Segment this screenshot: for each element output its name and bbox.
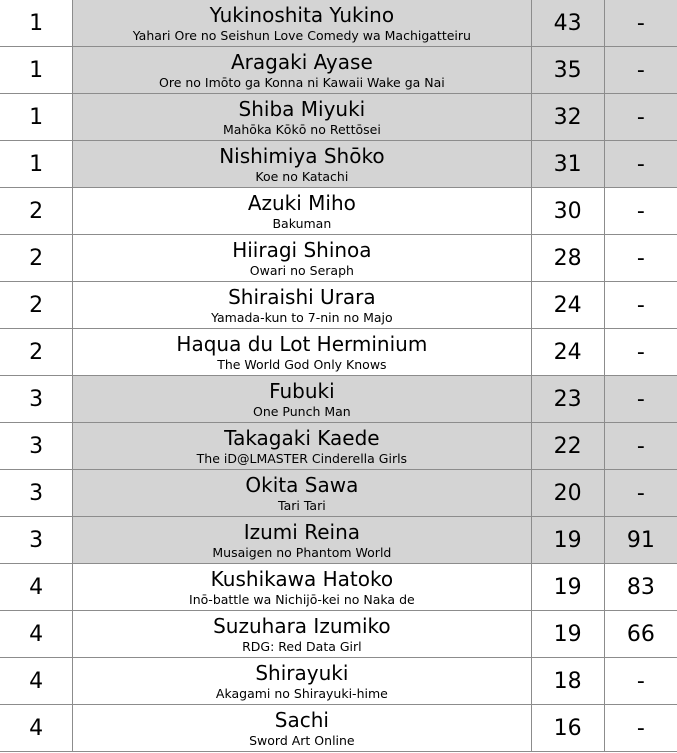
table-row bbox=[0, 423, 677, 470]
character-name: Takagaki Kaede bbox=[224, 425, 380, 450]
score-cell: 32 bbox=[531, 94, 604, 141]
series-title: Owari no Seraph bbox=[249, 262, 354, 278]
group-number-cell: 1 bbox=[0, 94, 73, 141]
series-title: RDG: Red Data Girl bbox=[242, 638, 362, 654]
character-name: Hiiragi Shinoa bbox=[232, 237, 372, 262]
table-row bbox=[0, 470, 677, 517]
extra-score-cell: 83 bbox=[604, 564, 677, 611]
series-title: Yahari Ore no Seishun Love Comedy wa Machigatteiru bbox=[132, 27, 471, 43]
table-row bbox=[0, 141, 677, 188]
extra-score-cell: - bbox=[604, 47, 677, 94]
extra-score-cell: - bbox=[604, 329, 677, 376]
character-cell bbox=[73, 705, 531, 752]
table-row bbox=[0, 0, 677, 47]
score-cell: 30 bbox=[531, 188, 604, 235]
character-name: Yukinoshita Yukino bbox=[209, 2, 395, 27]
score-cell: 19 bbox=[531, 564, 604, 611]
score-cell: 24 bbox=[531, 282, 604, 329]
character-name: Shiba Miyuki bbox=[238, 96, 366, 121]
character-cell bbox=[73, 0, 531, 47]
table-row bbox=[0, 47, 677, 94]
character-name: Azuki Miho bbox=[247, 190, 356, 215]
series-title: Yamada-kun to 7-nin no Majo bbox=[211, 309, 393, 325]
score-cell: 31 bbox=[531, 141, 604, 188]
extra-score-cell: - bbox=[604, 188, 677, 235]
character-name: Okita Sawa bbox=[245, 472, 359, 497]
character-name: Shirayuki bbox=[255, 660, 349, 685]
group-number-cell: 3 bbox=[0, 470, 73, 517]
table-row bbox=[0, 517, 677, 564]
table-row bbox=[0, 94, 677, 141]
group-number-cell: 1 bbox=[0, 0, 73, 47]
extra-score-cell: 66 bbox=[604, 611, 677, 658]
series-title: Sword Art Online bbox=[249, 732, 355, 748]
character-cell bbox=[73, 188, 531, 235]
character-cell bbox=[73, 329, 531, 376]
extra-score-cell: - bbox=[604, 141, 677, 188]
extra-score-cell: - bbox=[604, 658, 677, 705]
extra-score-cell: - bbox=[604, 376, 677, 423]
extra-score-cell: - bbox=[604, 423, 677, 470]
series-title: Bakuman bbox=[272, 215, 332, 231]
group-number-cell: 3 bbox=[0, 517, 73, 564]
character-name: Fubuki bbox=[269, 378, 335, 403]
character-cell bbox=[73, 282, 531, 329]
score-cell: 35 bbox=[531, 47, 604, 94]
character-name: Nishimiya Shōko bbox=[219, 143, 385, 168]
extra-score-cell: - bbox=[604, 705, 677, 752]
character-cell bbox=[73, 564, 531, 611]
character-cell bbox=[73, 235, 531, 282]
score-cell: 22 bbox=[531, 423, 604, 470]
group-number-cell: 4 bbox=[0, 705, 73, 752]
table-row bbox=[0, 705, 677, 752]
character-cell bbox=[73, 47, 531, 94]
character-cell bbox=[73, 94, 531, 141]
score-cell: 23 bbox=[531, 376, 604, 423]
group-number-cell: 4 bbox=[0, 611, 73, 658]
score-cell: 43 bbox=[531, 0, 604, 47]
series-title: One Punch Man bbox=[253, 403, 351, 419]
score-cell: 16 bbox=[531, 705, 604, 752]
table-row bbox=[0, 329, 677, 376]
score-cell: 24 bbox=[531, 329, 604, 376]
extra-score-cell: - bbox=[604, 235, 677, 282]
character-name: Suzuhara Izumiko bbox=[213, 613, 391, 638]
group-number-cell: 2 bbox=[0, 235, 73, 282]
character-cell bbox=[73, 517, 531, 564]
series-title: Ore no Imōto ga Konna ni Kawaii Wake ga Nai bbox=[159, 74, 445, 90]
score-cell: 20 bbox=[531, 470, 604, 517]
character-cell bbox=[73, 423, 531, 470]
character-cell bbox=[73, 658, 531, 705]
score-cell: 18 bbox=[531, 658, 604, 705]
score-cell: 28 bbox=[531, 235, 604, 282]
series-title: Koe no Katachi bbox=[255, 168, 349, 184]
series-title: Akagami no Shirayuki-hime bbox=[215, 685, 388, 701]
extra-score-cell: - bbox=[604, 0, 677, 47]
character-name: Sachi bbox=[274, 707, 329, 732]
series-title: Inō-battle wa Nichijō-kei no Naka de bbox=[189, 591, 415, 607]
group-number-cell: 2 bbox=[0, 188, 73, 235]
group-number-cell: 1 bbox=[0, 141, 73, 188]
extra-score-cell: - bbox=[604, 282, 677, 329]
table-row bbox=[0, 282, 677, 329]
series-title: The World God Only Knows bbox=[217, 356, 387, 372]
group-number-cell: 4 bbox=[0, 564, 73, 611]
character-name: Kushikawa Hatoko bbox=[210, 566, 394, 591]
character-name: Haqua du Lot Herminium bbox=[176, 331, 428, 356]
group-number-cell: 1 bbox=[0, 47, 73, 94]
table-row bbox=[0, 564, 677, 611]
table-row bbox=[0, 235, 677, 282]
series-title: Musaigen no Phantom World bbox=[212, 544, 392, 560]
group-number-cell: 2 bbox=[0, 329, 73, 376]
table-row bbox=[0, 376, 677, 423]
score-cell: 19 bbox=[531, 611, 604, 658]
character-name: Izumi Reina bbox=[243, 519, 360, 544]
character-cell bbox=[73, 611, 531, 658]
character-name: Aragaki Ayase bbox=[231, 49, 373, 74]
group-number-cell: 2 bbox=[0, 282, 73, 329]
series-title: Tari Tari bbox=[278, 497, 326, 513]
character-cell bbox=[73, 141, 531, 188]
table-row bbox=[0, 658, 677, 705]
group-number-cell: 3 bbox=[0, 376, 73, 423]
extra-score-cell: 91 bbox=[604, 517, 677, 564]
group-number-cell: 4 bbox=[0, 658, 73, 705]
series-title: Mahōka Kōkō no Rettōsei bbox=[222, 121, 381, 137]
table-row bbox=[0, 188, 677, 235]
character-cell bbox=[73, 470, 531, 517]
character-cell bbox=[73, 376, 531, 423]
score-cell: 19 bbox=[531, 517, 604, 564]
extra-score-cell: - bbox=[604, 470, 677, 517]
group-number-cell: 3 bbox=[0, 423, 73, 470]
table-row bbox=[0, 611, 677, 658]
series-title: The iD@LMASTER Cinderella Girls bbox=[196, 450, 408, 466]
extra-score-cell: - bbox=[604, 94, 677, 141]
character-name: Shiraishi Urara bbox=[228, 284, 376, 309]
